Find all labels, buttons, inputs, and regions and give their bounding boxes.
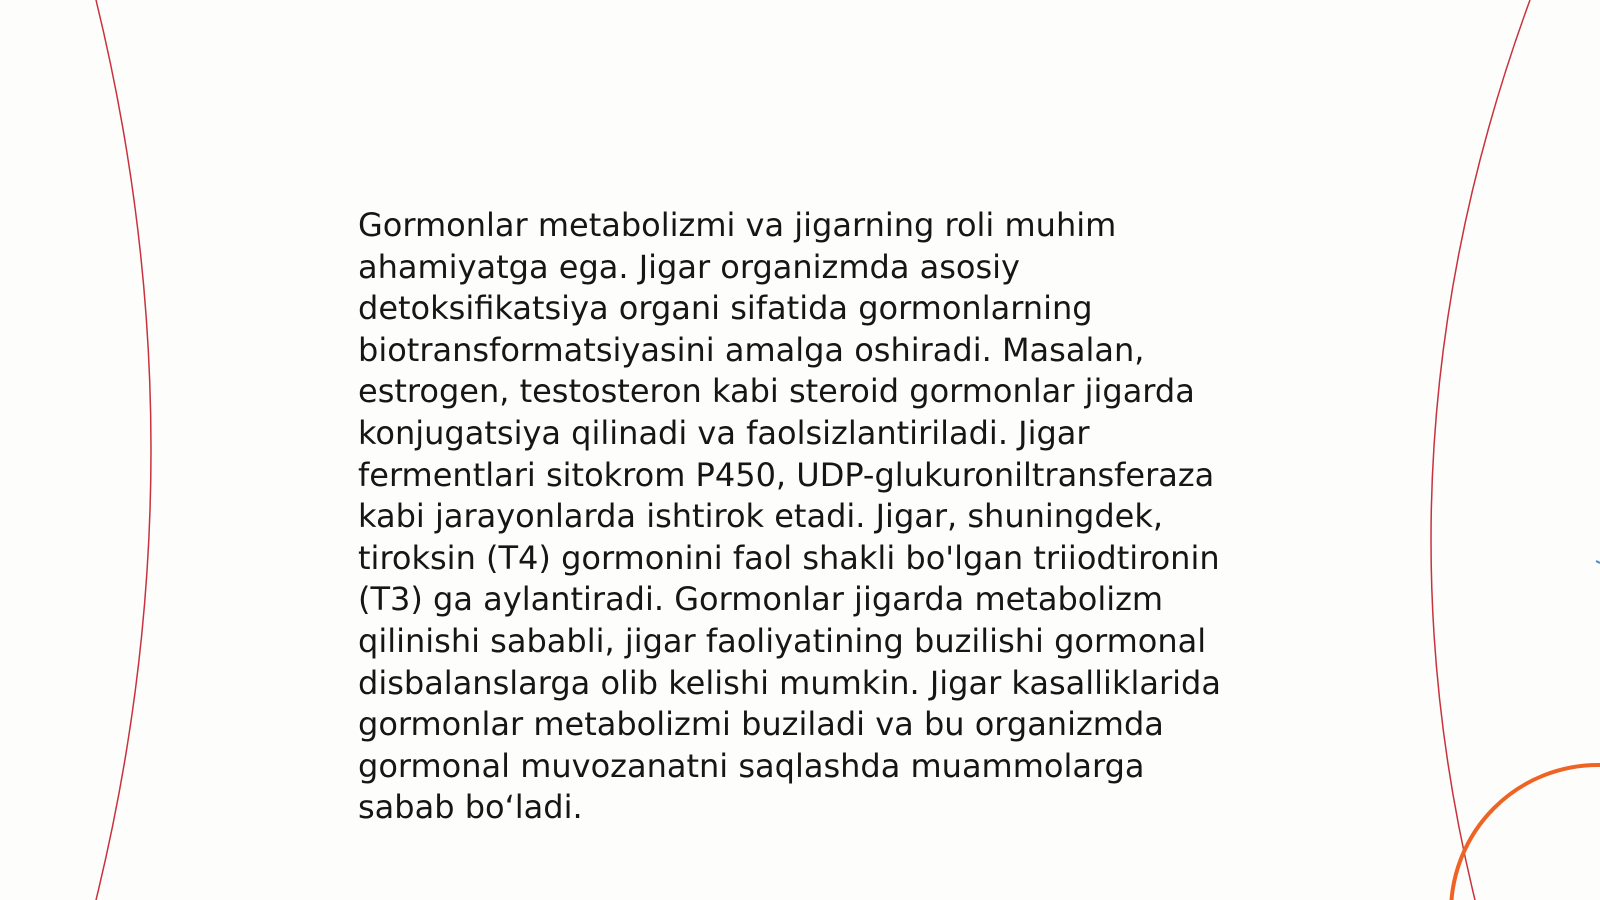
body-line: estrogen, testosteron kabi steroid gormonlar jigarda xyxy=(358,372,1195,411)
body-line: sabab bo‘ladi. xyxy=(358,788,583,827)
body-paragraph xyxy=(358,205,1258,829)
body-line: ahamiyatga ega. Jigar organizmda asosiy xyxy=(358,247,1020,286)
orange-circle-outline xyxy=(1451,765,1600,900)
left-arc-line xyxy=(96,0,151,900)
body-line: qilinishi sababli, jigar faoliyatining buzilishi gormonal xyxy=(358,621,1207,660)
body-line: detoksifikatsiya organi sifatida gormonlarning xyxy=(358,289,1093,328)
body-line: Gormonlar metabolizmi va jigarning roli muhim xyxy=(358,206,1117,244)
body-line: kabi jarayonlarda ishtirok etadi. Jigar, shuningdek, xyxy=(358,497,1164,536)
body-line: tiroksin (T4) gormonini faol shakli bo'lgan triiodtironin xyxy=(358,538,1220,577)
body-line: biotransformatsiyasini amalga oshiradi. Masalan, xyxy=(358,330,1145,369)
body-line: fermentlari sitokrom P450, UDP-glukuroniltransferaza xyxy=(358,455,1215,494)
body-line: gormonal muvozanatni saqlashda muammolarga xyxy=(358,746,1145,785)
body-line: disbalanslarga olib kelishi mumkin. Jigar kasalliklarida xyxy=(358,663,1221,702)
body-line: gormonlar metabolizmi buziladi va bu organizmda xyxy=(358,705,1164,744)
right-arc-line xyxy=(1431,0,1530,900)
body-line: (T3) ga aylantiradi. Gormonlar jigarda metabolizm xyxy=(358,580,1164,619)
body-line: konjugatsiya qilinadi va faolsizlantiriladi. Jigar xyxy=(358,413,1090,452)
blue-tick-mark xyxy=(1596,561,1600,563)
